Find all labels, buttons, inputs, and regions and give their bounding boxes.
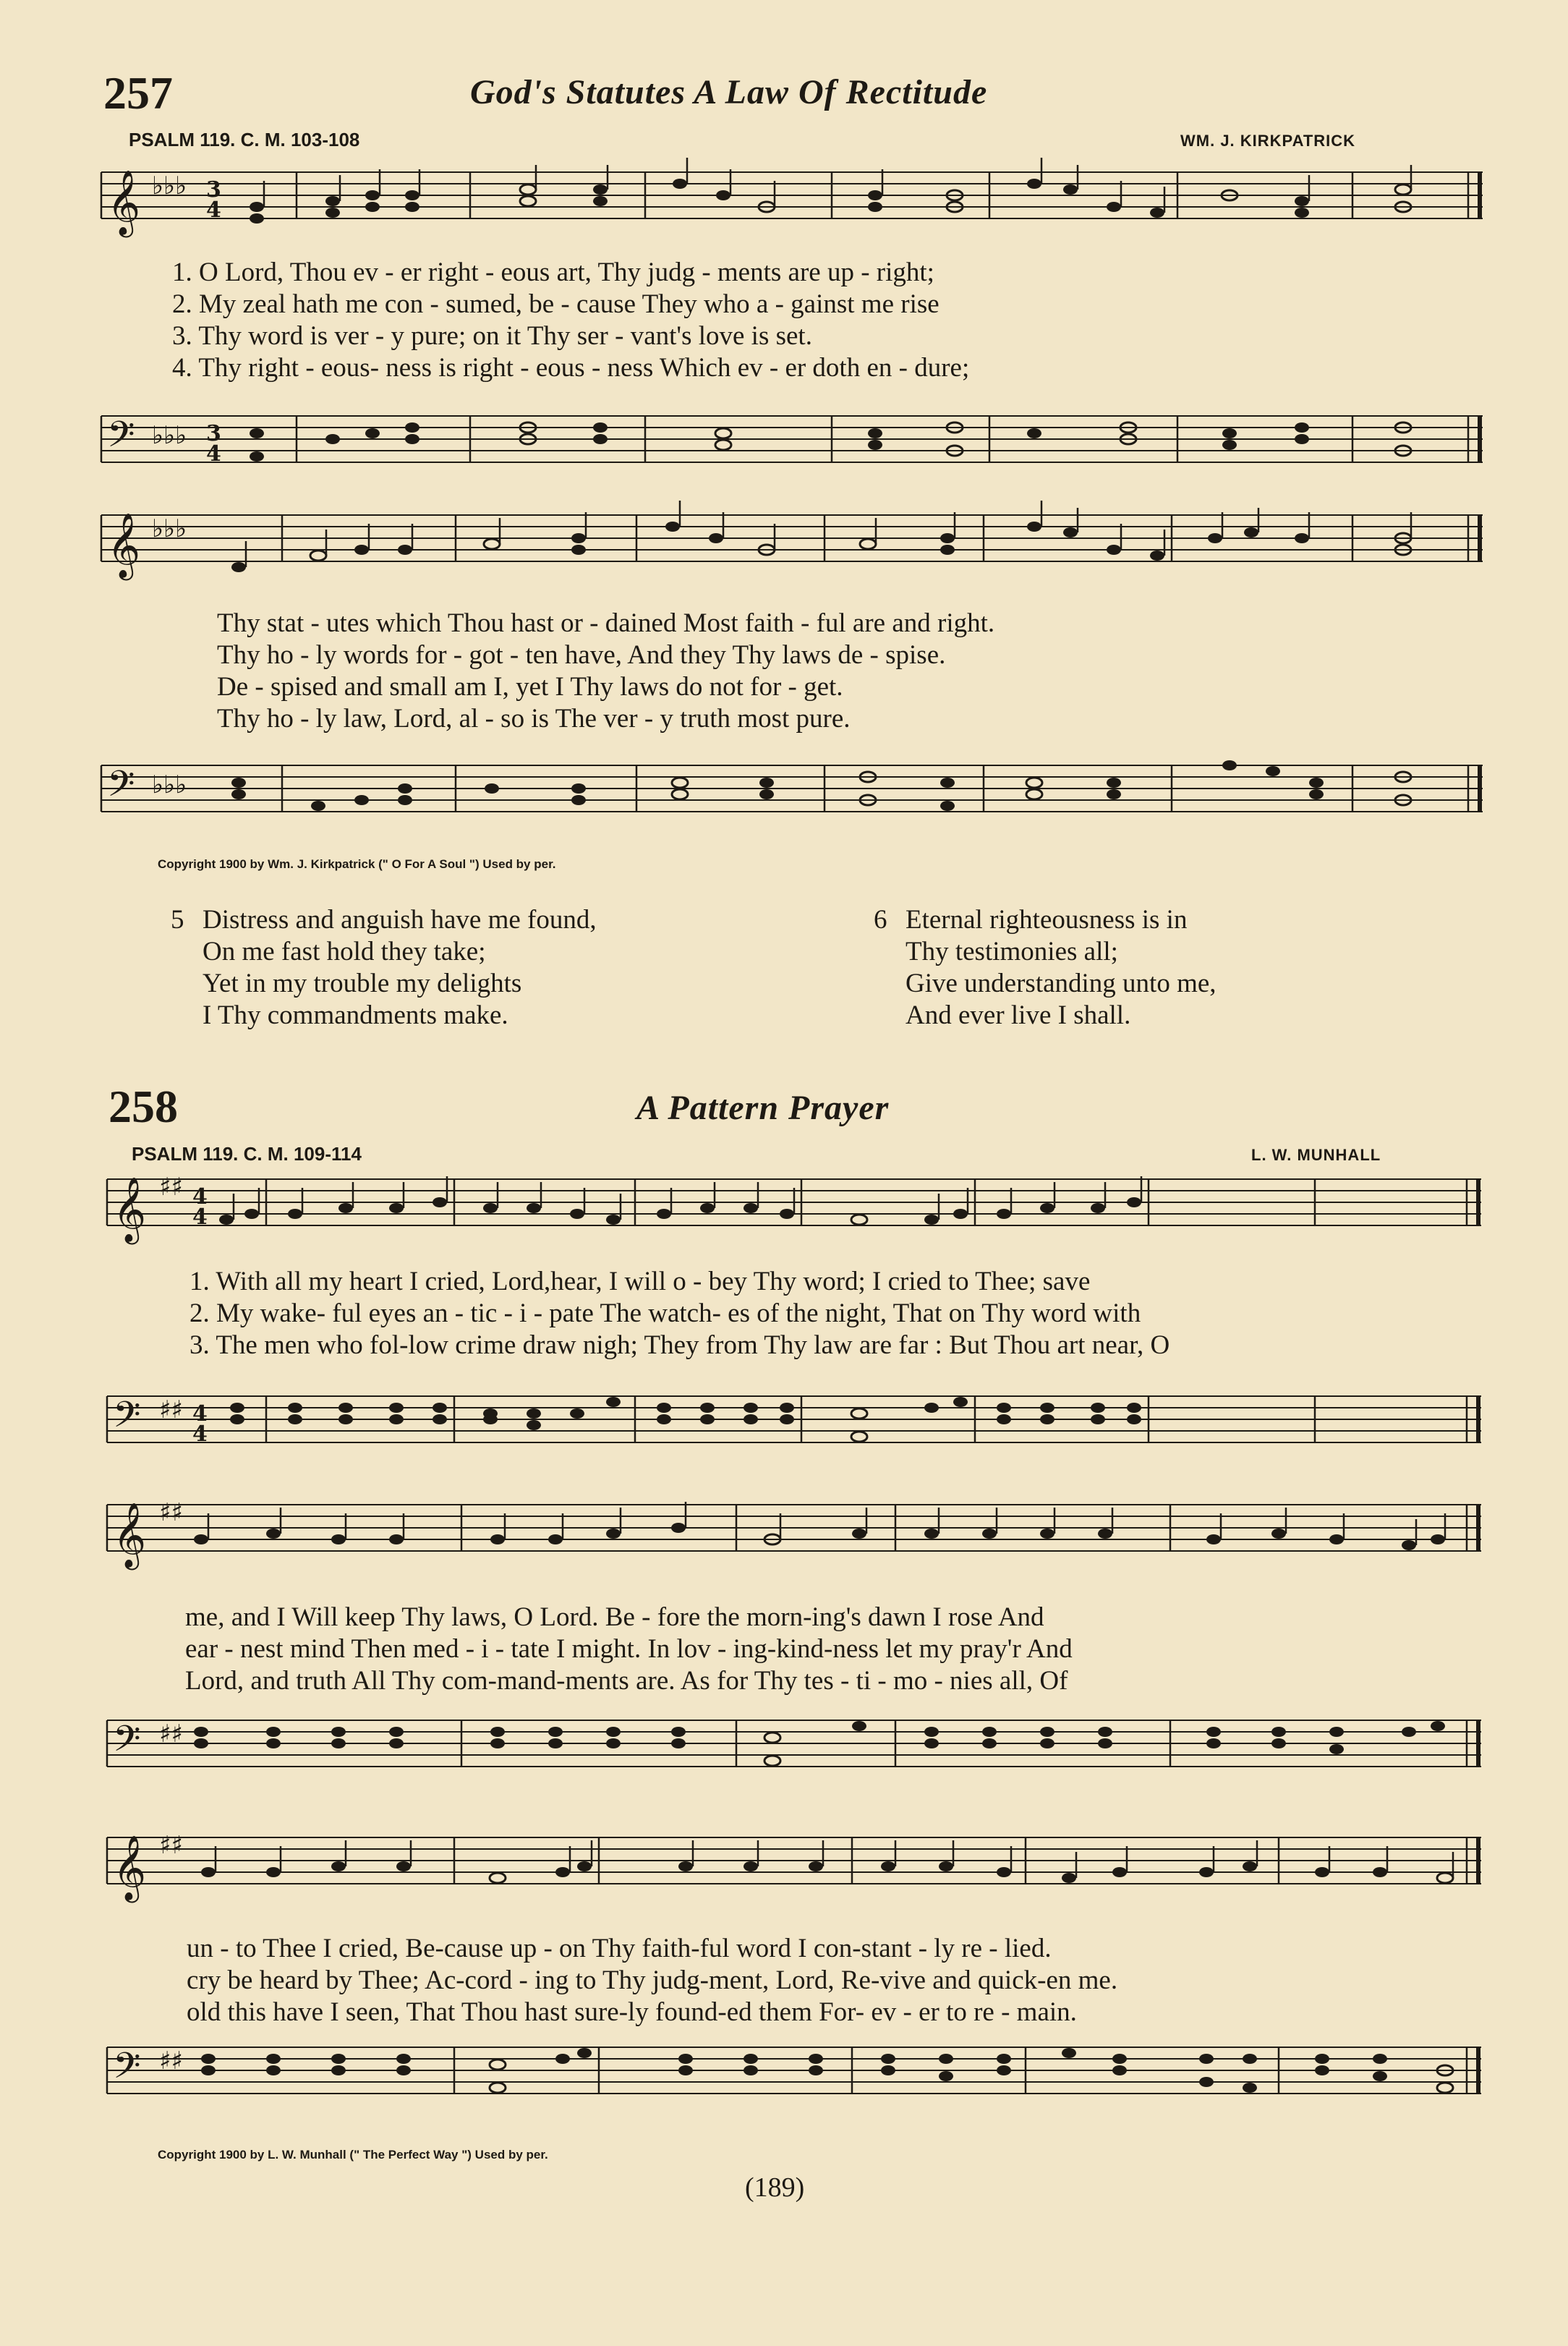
stanza-5: [171, 904, 597, 1032]
stanza-line: Give understanding unto me,: [906, 969, 1217, 998]
svg-text:𝄢: 𝄢: [107, 763, 135, 814]
lyrics-block: [172, 257, 969, 384]
hymn-number: 258: [108, 1081, 178, 1132]
lyric-line: 1. O Lord, Thou ev - er right - eous art, Thy judg - ments are up - right;: [172, 258, 934, 287]
svg-text:4: 4: [192, 1401, 208, 1427]
svg-text:𝄞: 𝄞: [107, 513, 141, 578]
hymn-title: God's Statutes A Law Of Rectitude: [470, 73, 988, 111]
bass-staff: [107, 1706, 1481, 1785]
bass-staff: [107, 2033, 1481, 2112]
stanza-6: [874, 904, 1217, 1032]
svg-text:♭♭♭: ♭♭♭: [152, 770, 187, 799]
hymn-title: A Pattern Prayer: [636, 1089, 890, 1127]
lyric-line: 3. Thy word is ver - y pure; on it Thy ser - vant's love is set.: [172, 321, 812, 351]
lyrics-block: [187, 1933, 1117, 2028]
lyric-line: Thy ho - ly words for - got - ten have, And they Thy laws de - spise.: [217, 640, 946, 670]
svg-text:4: 4: [206, 441, 221, 467]
svg-text:4: 4: [192, 1421, 208, 1447]
stanza-line: Yet in my trouble my delights: [203, 969, 522, 998]
svg-text:♯♯: ♯♯: [159, 2047, 183, 2075]
svg-text:𝄞: 𝄞: [113, 1177, 147, 1242]
lyric-line: 1. With all my heart I cried, Lord,hear, I will o - bey Thy word; I cried to Thee; save: [189, 1267, 1091, 1296]
treble-staff: [101, 165, 1483, 245]
stanza-line: On me fast hold they take;: [203, 937, 486, 966]
lyric-line: Lord, and truth All Thy com-mand-ments are. As for Thy tes - ti - mo - nies all, Of: [185, 1666, 1068, 1696]
copyright-notice: Copyright 1900 by L. W. Munhall (" The Perfect Way ") Used by per.: [158, 2148, 548, 2162]
bass-staff: [107, 1382, 1481, 1461]
svg-text:𝄞: 𝄞: [113, 1835, 147, 1900]
lyric-line: old this have I seen, That Thou hast sure-ly found-ed them For- ev - er to re - main.: [187, 1997, 1077, 2027]
lyric-line: cry be heard by Thee; Ac-cord - ing to Thy judg-ment, Lord, Re-vive and quick-en me.: [187, 1965, 1118, 1995]
svg-text:𝄢: 𝄢: [107, 414, 135, 464]
svg-text:𝄢: 𝄢: [113, 1718, 141, 1769]
svg-text:♯♯: ♯♯: [159, 1173, 183, 1202]
copyright-notice: Copyright 1900 by Wm. J. Kirkpatrick (" O For A Soul ") Used by per.: [158, 857, 556, 871]
stanza-line: I Thy commandments make.: [203, 1000, 508, 1030]
stanza-number: 6: [874, 905, 887, 935]
lyric-line: me, and I Will keep Thy laws, O Lord. Be - fore the morn-ing's dawn I rose And: [185, 1602, 1044, 1632]
stanza-line: And ever live I shall.: [906, 1000, 1131, 1030]
lyric-line: Thy ho - ly law, Lord, al - so is The ver - y truth most pure.: [217, 704, 851, 734]
svg-text:3: 3: [206, 177, 221, 203]
svg-text:3: 3: [206, 421, 221, 446]
meter-reference: PSALM 119. C. M. 109-114: [132, 1143, 362, 1165]
svg-text:♭♭♭: ♭♭♭: [152, 421, 187, 450]
treble-staff: [107, 1830, 1481, 1910]
svg-text:♭♭♭: ♭♭♭: [152, 171, 187, 200]
lyrics-block: [189, 1266, 1169, 1361]
lyrics-block: [217, 608, 994, 735]
stanza-line: Distress and anguish have me found,: [203, 905, 597, 935]
svg-text:4: 4: [206, 197, 221, 223]
lyric-line: 4. Thy right - eous- ness is right - eous - ness Which ev - er doth en - dure;: [172, 353, 970, 383]
svg-text:♯♯: ♯♯: [159, 1720, 183, 1748]
svg-text:♯♯: ♯♯: [159, 1498, 183, 1527]
hymn-number: 257: [103, 67, 173, 119]
lyric-line: De - spised and small am I, yet I Thy laws do not for - get.: [217, 672, 843, 702]
page-number: (189): [745, 2172, 805, 2203]
lyrics-block: [185, 1602, 1073, 1697]
svg-text:𝄢: 𝄢: [113, 1394, 141, 1445]
composer-credit: L. W. MUNHALL: [1251, 1146, 1381, 1164]
svg-text:4: 4: [192, 1184, 208, 1210]
composer-credit: WM. J. KIRKPATRICK: [1180, 132, 1356, 150]
svg-text:4: 4: [192, 1204, 208, 1230]
treble-staff: [101, 508, 1483, 587]
lyric-line: 2. My zeal hath me con - sumed, be - cause They who a - gainst me rise: [172, 289, 939, 319]
lyric-line: 3. The men who fol-low crime draw nigh; They from Thy law are far : But Thou art near, O: [189, 1330, 1170, 1360]
svg-text:𝄞: 𝄞: [113, 1503, 147, 1568]
bass-staff: [101, 751, 1483, 830]
treble-staff: [107, 1497, 1481, 1577]
lyric-line: Thy stat - utes which Thou hast or - dained Most faith - ful are and right.: [217, 608, 995, 638]
svg-text:♯♯: ♯♯: [159, 1395, 183, 1424]
meter-reference: PSALM 119. C. M. 103-108: [129, 129, 360, 150]
lyric-line: 2. My wake- ful eyes an - tic - i - pate The watch- es of the night, That on Thy word with: [189, 1299, 1141, 1328]
svg-text:𝄞: 𝄞: [107, 170, 141, 235]
svg-text:♭♭♭: ♭♭♭: [152, 514, 187, 543]
stanza-number: 5: [171, 905, 184, 935]
stanza-line: Eternal righteousness is in: [906, 905, 1188, 935]
stanza-line: Thy testimonies all;: [906, 937, 1118, 966]
svg-text:𝄢: 𝄢: [113, 2045, 141, 2096]
lyric-line: ear - nest mind Then med - i - tate I might. In lov - ing-kind-ness let my pray'r And: [185, 1634, 1073, 1664]
lyric-line: un - to Thee I cried, Be-cause up - on Thy faith-ful word I con-stant - ly re - lied.: [187, 1934, 1052, 1963]
treble-staff: [107, 1172, 1481, 1251]
bass-staff: [101, 401, 1483, 481]
svg-text:♯♯: ♯♯: [159, 1831, 183, 1860]
